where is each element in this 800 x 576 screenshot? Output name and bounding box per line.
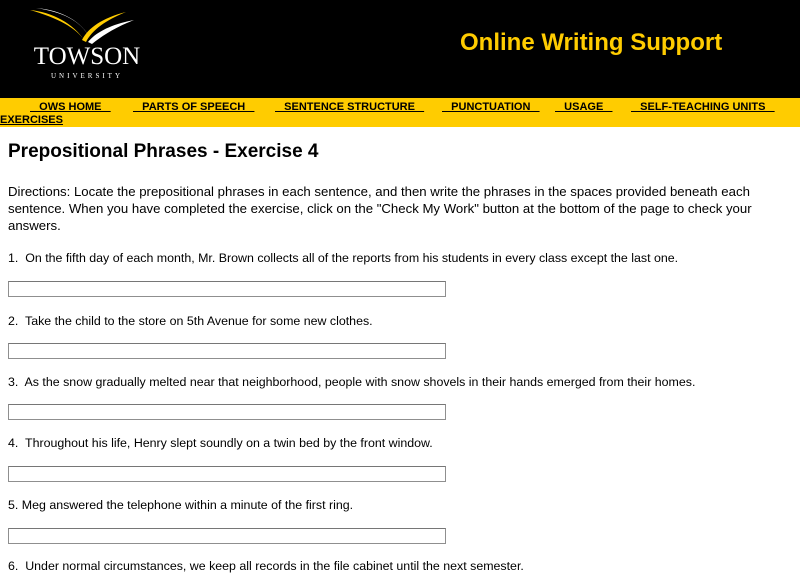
nav-punctuation[interactable]: PUNCTUATION xyxy=(442,101,540,113)
nav-usage[interactable]: USAGE xyxy=(555,101,613,113)
answer-2-input[interactable] xyxy=(8,343,446,359)
nav-sentence-structure[interactable]: SENTENCE STRUCTURE xyxy=(275,101,425,113)
nav-ows-home[interactable]: OWS HOME xyxy=(30,101,111,113)
page-title: Prepositional Phrases - Exercise 4 xyxy=(8,141,319,162)
nav-parts-of-speech[interactable]: PARTS OF SPEECH xyxy=(133,101,255,113)
answer-5-input[interactable] xyxy=(8,528,446,544)
question-6-text: 6. Under normal circumstances, we keep all records in the file cabinet until the next semester. xyxy=(8,559,524,573)
site-title: Online Writing Support xyxy=(460,29,723,56)
question-4-text: 4. Throughout his life, Henry slept soundly on a twin bed by the front window. xyxy=(8,436,433,450)
nav-exercises[interactable]: EXERCISES xyxy=(0,114,63,126)
towson-logo[interactable] xyxy=(22,6,147,84)
main-nav xyxy=(0,98,800,127)
answer-3-input[interactable] xyxy=(8,404,446,420)
answer-1-input[interactable] xyxy=(8,281,446,297)
site-header xyxy=(0,0,800,98)
logo-wordmark: TOWSON xyxy=(33,43,141,70)
question-1-text: 1. On the fifth day of each month, Mr. Brown collects all of the reports from his students in every class except the last one. xyxy=(8,251,679,265)
question-3-text: 3. As the snow gradually melted near that neighborhood, people with snow shovels in their hands emerged from their homes. xyxy=(8,375,696,389)
directions-text: Directions: Locate the prepositional phrases in each sentence, and then write the phrases in the spaces provided beneath each sentence. When you have completed the exercise, click on the "Check My Work" button at the bottom of the page to check your answers. xyxy=(8,184,752,233)
question-2-text: 2. Take the child to the store on 5th Avenue for some new clothes. xyxy=(8,314,373,328)
flame-icon xyxy=(22,6,147,46)
answer-4-input[interactable] xyxy=(8,466,446,482)
nav-self-teaching-units[interactable]: SELF-TEACHING UNITS xyxy=(631,101,775,113)
question-5-text: 5. Meg answered the telephone within a minute of the first ring. xyxy=(8,498,354,512)
logo-subtitle: UNIVERSITY xyxy=(51,72,123,80)
